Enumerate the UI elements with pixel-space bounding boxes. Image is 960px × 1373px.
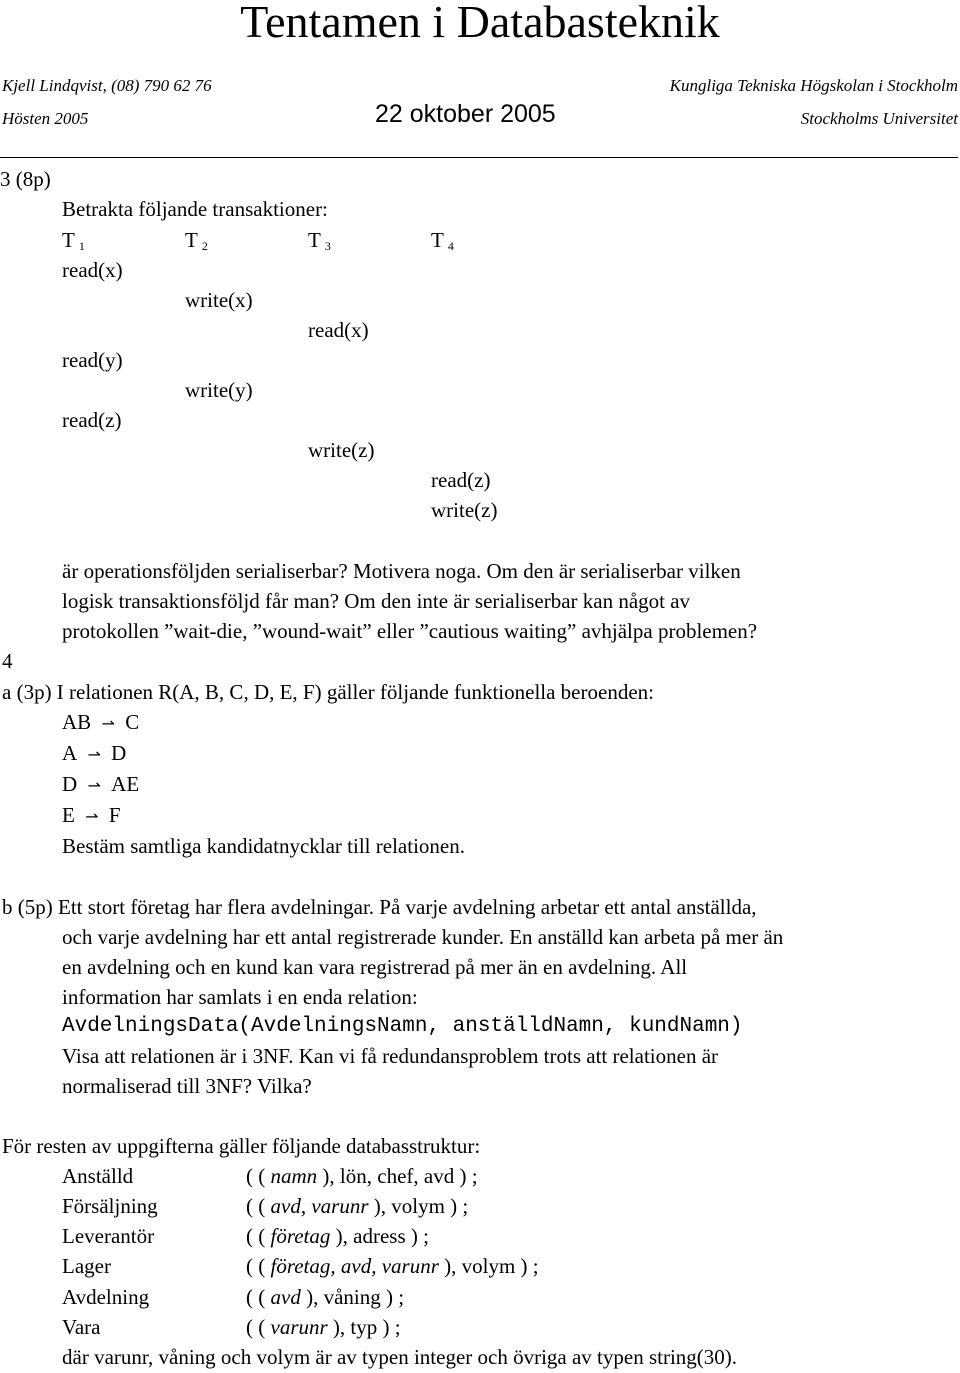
institution-kth: Kungliga Tekniska Högskolan i Stockholm (669, 76, 958, 95)
term: Hösten 2005 (2, 109, 89, 128)
transaction-header-t2: T $_2$ (185, 228, 208, 253)
functional-dependency: AB ⇀ C (62, 707, 139, 739)
q4b-relation-schema: AvdelningsData(AvdelningsNamn, anställdNamn, kundNamn) (62, 1015, 743, 1038)
functional-dependency: A ⇀ D (62, 738, 126, 770)
table-schema: ( ( avd ), våning ) ; (246, 1285, 405, 1309)
schedule-op: write(z) (431, 498, 498, 522)
q3-intro: Betrakta följande transaktioner: (62, 197, 328, 221)
q3-label: 3 (8p) (0, 167, 51, 191)
schedule-op: read(x) (308, 318, 369, 342)
transaction-header-t3: T $_3$ (308, 228, 331, 253)
schedule-op: write(x) (185, 288, 253, 312)
schedule-op: read(z) (62, 408, 122, 432)
arrow-icon: ⇀ (85, 807, 99, 826)
q4b-question: Visa att relationen är i 3NF. Kan vi få redundansproblem trots att relationen är (62, 1044, 719, 1068)
table-schema: ( ( företag, avd, varunr ), volym ) ; (246, 1254, 539, 1278)
table-schema: ( ( företag ), adress ) ; (246, 1224, 429, 1248)
q3-text-line: protokollen ”wait-die, ”wound-wait” eller ”cautious waiting” avhjälpa problemen? (62, 619, 758, 643)
q4a-intro: a (3p) I relationen R(A, B, C, D, E, F) gäller följande funktionella beroenden: (2, 680, 654, 704)
table-name: Lager (62, 1254, 111, 1278)
institution-su: Stockholms Universitet (800, 109, 958, 128)
functional-dependency: E ⇀ F (62, 800, 121, 832)
arrow-icon: ⇀ (101, 714, 115, 733)
transaction-header-t4: T $_4$ (431, 228, 454, 253)
schedule-op: read(x) (62, 258, 123, 282)
page-title: Tentamen i Databasteknik (240, 0, 720, 47)
q4b-text-line: information har samlats i en enda relation: (62, 985, 418, 1009)
arrow-icon: ⇀ (87, 776, 101, 795)
q4b-text-line: en avdelning och en kund kan vara registrerad på mer än en avdelning. All (62, 955, 688, 979)
schedule-op: read(z) (431, 468, 491, 492)
schedule-op: read(y) (62, 348, 123, 372)
functional-dependency: D ⇀ AE (62, 769, 139, 801)
table-name: Försäljning (62, 1194, 158, 1218)
table-schema: ( ( namn ), lön, chef, avd ) ; (246, 1164, 478, 1188)
q4b-question: normaliserad till 3NF? Vilka? (62, 1074, 312, 1098)
table-schema: ( ( varunr ), typ ) ; (246, 1315, 401, 1339)
table-schema: ( ( avd, varunr ), volym ) ; (246, 1194, 469, 1218)
q4a-question: Bestäm samtliga kandidatnycklar till relationen. (62, 834, 465, 858)
schedule-op: write(z) (308, 438, 375, 462)
header-divider (0, 157, 958, 158)
q4-label: 4 (2, 649, 13, 673)
table-name: Leverantör (62, 1224, 155, 1248)
table-name: Anställd (62, 1164, 134, 1188)
schedule-op: write(y) (185, 378, 253, 402)
table-name: Vara (62, 1315, 101, 1339)
author-info: Kjell Lindqvist, (08) 790 62 76 (2, 76, 212, 95)
q3-text-line: är operationsföljden serialiserbar? Motivera noga. Om den är serialiserbar vilken (62, 559, 741, 583)
exam-date: 22 oktober 2005 (375, 100, 556, 128)
q3-text-line: logisk transaktionsföljd får man? Om den inte är serialiserbar kan något av (62, 589, 691, 613)
arrow-icon: ⇀ (87, 745, 101, 764)
table-name: Avdelning (62, 1285, 150, 1309)
db-intro: För resten av uppgifterna gäller följande databasstruktur: (2, 1134, 481, 1158)
q4b-text-line: b (5p) Ett stort företag har flera avdelningar. På varje avdelning arbetar ett antal anställda, (2, 895, 757, 919)
q4b-text-line: och varje avdelning har ett antal registrerade kunder. En anställd kan arbeta på mer än (62, 925, 784, 949)
transaction-header-t1: T $_1$ (62, 228, 85, 253)
db-footer: där varunr, våning och volym är av typen integer och övriga av typen string(30). (62, 1345, 738, 1369)
